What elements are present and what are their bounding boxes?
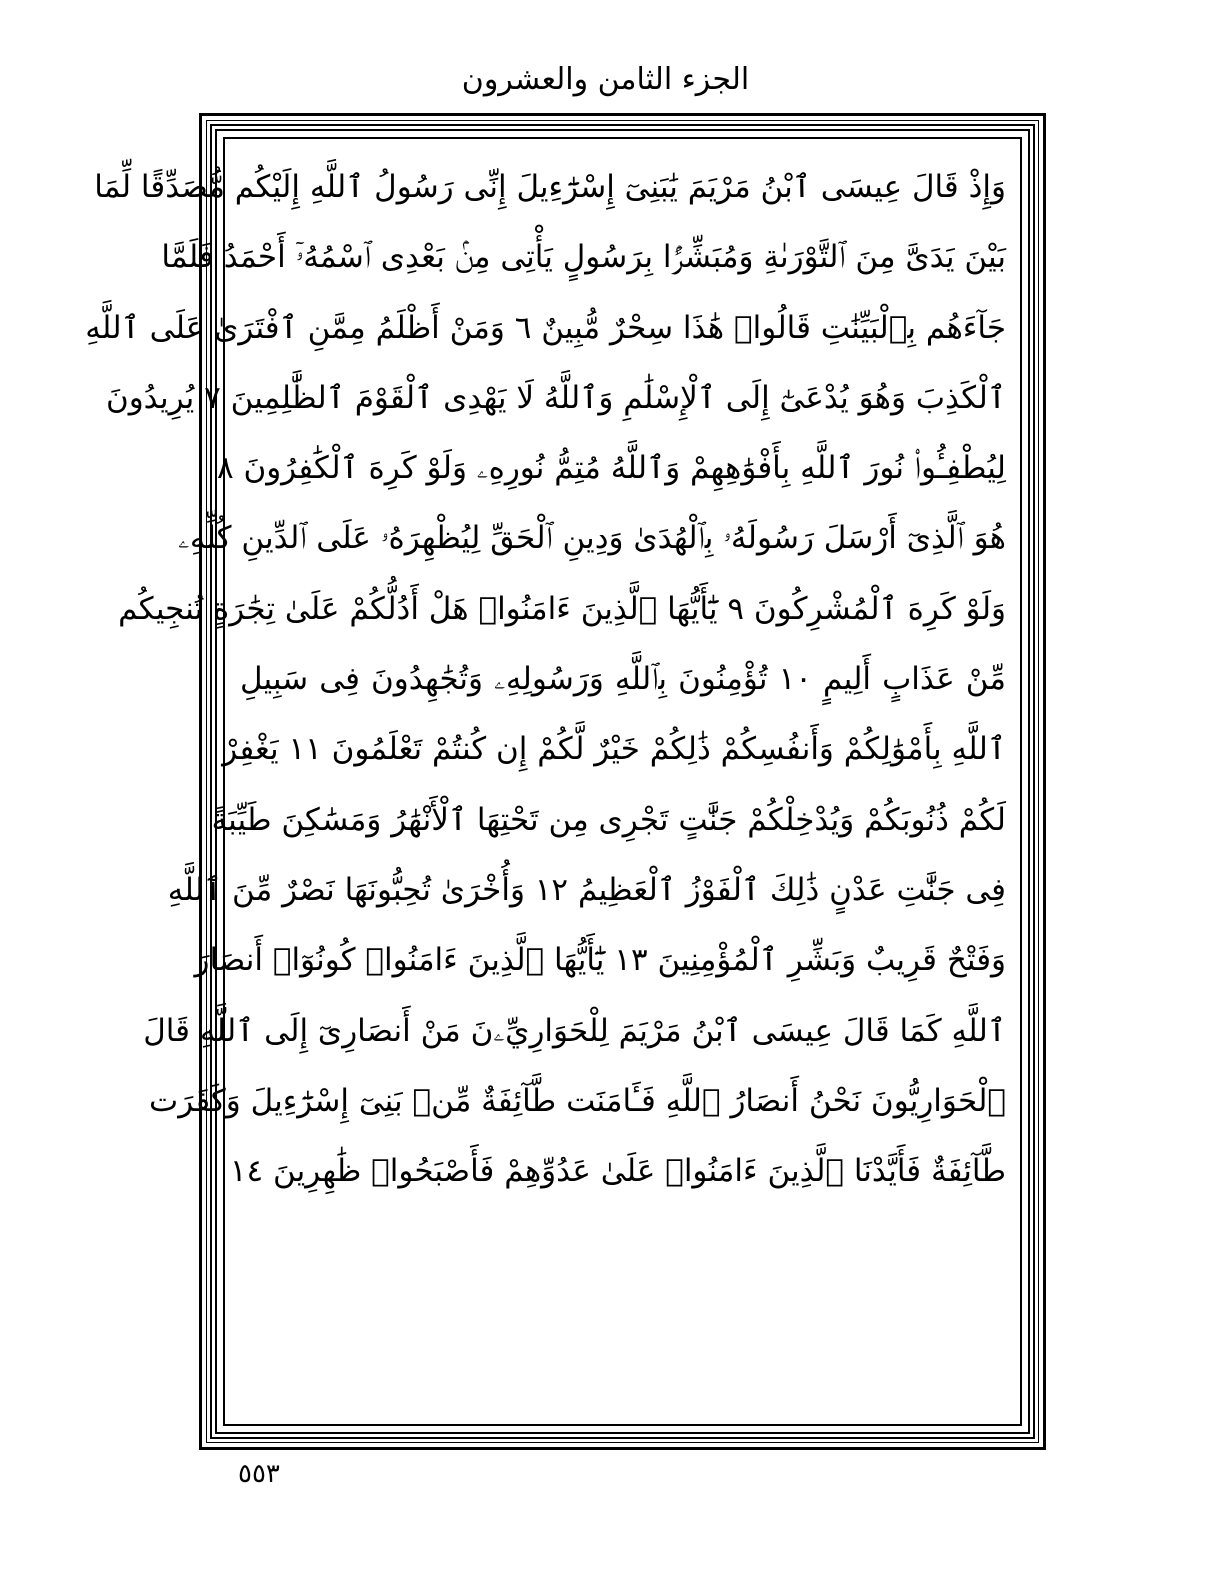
verse-line-13: ٱللَّهِ كَمَا قَالَ عِيسَى ٱبْنُ مَرْيَمَ لِلْحَوَارِيِّۦنَ مَنْ أَنصَارِىٓ إِلَى ٱللَّهِ قَالَ [143,1012,1006,1049]
verse-line-14: ٱلْحَوَارِيُّونَ نَحْنُ أَنصَارُ ٱللَّهِ فَـَٔامَنَت طَّآئِفَةٌ مِّنۢ بَنِىٓ إِسْرَٰٓءِيلَ وَكَفَرَت [149,1082,1006,1119]
verse-line-8: مِّنْ عَذَابٍ أَلِيمٍ ١٠ تُؤْمِنُونَ بِٱللَّهِ وَرَسُولِهِۦ وَتُجَٰهِدُونَ فِى سَبِيلِ [240,661,1006,698]
page-number: ٥٥٣ [238,1459,280,1489]
verse-line-1: وَإِذْ قَالَ عِيسَى ٱبْنُ مَرْيَمَ يَٰبَنِىٓ إِسْرَٰٓءِيلَ إِنِّى رَسُولُ ٱللَّهِ إِلَيْكُم مُّصَدِّقًا لِّمَا [94,169,1006,205]
verse-line-9: ٱللَّهِ بِأَمْوَٰلِكُمْ وَأَنفُسِكُمْ ذَٰلِكُمْ خَيْرٌ لَّكُمْ إِن كُنتُمْ تَعْلَمُونَ ١١ يَغْفِرْ [222,731,1006,768]
verse-line-5: لِيُطْفِـُٔوا۟ نُورَ ٱللَّهِ بِأَفْوَٰهِهِمْ وَٱللَّهُ مُتِمُّ نُورِهِۦ وَلَوْ كَرِهَ ٱلْكَٰفِرُونَ ٨ [216,450,1006,487]
verse-line-2: بَيْنَ يَدَىَّ مِنَ ٱلتَّوْرَىٰةِ وَمُبَشِّرًۢا بِرَسُولٍ يَأْتِى مِنۢ بَعْدِى ٱسْمُهُۥٓ أَحْمَدُ فَلَمَّا [161,239,1006,276]
juz-title: الجزء الثامن والعشرون [461,62,750,97]
verse-line-7: وَلَوْ كَرِهَ ٱلْمُشْرِكُونَ ٩ يَٰٓأَيُّهَا ٱلَّذِينَ ءَامَنُوا۟ هَلْ أَدُلُّكُمْ عَلَىٰ تِجَٰرَةٍ تُنجِيكُم [118,590,1006,627]
verse-line-12: وَفَتْحٌ قَرِيبٌ وَبَشِّرِ ٱلْمُؤْمِنِينَ ١٣ يَٰٓأَيُّهَا ٱلَّذِينَ ءَامَنُوا۟ كُونُوٓا۟ أَنصَارَ [194,942,1006,979]
verse-line-4: ٱلْكَذِبَ وَهُوَ يُدْعَىٰٓ إِلَى ٱلْإِسْلَٰمِ وَٱللَّهُ لَا يَهْدِى ٱلْقَوْمَ ٱلظَّٰلِمِينَ ٧ يُرِيدُونَ [105,379,1006,416]
verse-text-block [85,148,1012,1416]
verse-line-15: طَّآئِفَةٌ فَأَيَّدْنَا ٱلَّذِينَ ءَامَنُوا۟ عَلَىٰ عَدُوِّهِمْ فَأَصْبَحُوا۟ ظَٰهِرِينَ ١٤ [229,1153,1006,1190]
verse-line-3: جَآءَهُم بِٱلْبَيِّنَٰتِ قَالُوا۟ هَٰذَا سِحْرٌ مُّبِينٌ ٦ وَمَنْ أَظْلَمُ مِمَّنِ ٱفْتَرَىٰ عَلَى ٱللَّهِ [85,309,1006,346]
verse-line-11: فِى جَنَّٰتِ عَدْنٍ ذَٰلِكَ ٱلْفَوْزُ ٱلْعَظِيمُ ١٢ وَأُخْرَىٰ تُحِبُّونَهَا نَصْرٌ مِّنَ ٱللَّهِ [167,871,1006,908]
verse-line-6: هُوَ ٱلَّذِىٓ أَرْسَلَ رَسُولَهُۥ بِٱلْهُدَىٰ وَدِينِ ٱلْحَقِّ لِيُظْهِرَهُۥ عَلَى ٱلدِّينِ كُلِّهِۦ [178,520,1006,557]
verse-line-10: لَكُمْ ذُنُوبَكُمْ وَيُدْخِلْكُمْ جَنَّٰتٍ تَجْرِى مِن تَحْتِهَا ٱلْأَنْهَٰرُ وَمَسَٰكِنَ طَيِّبَةً [211,801,1006,838]
